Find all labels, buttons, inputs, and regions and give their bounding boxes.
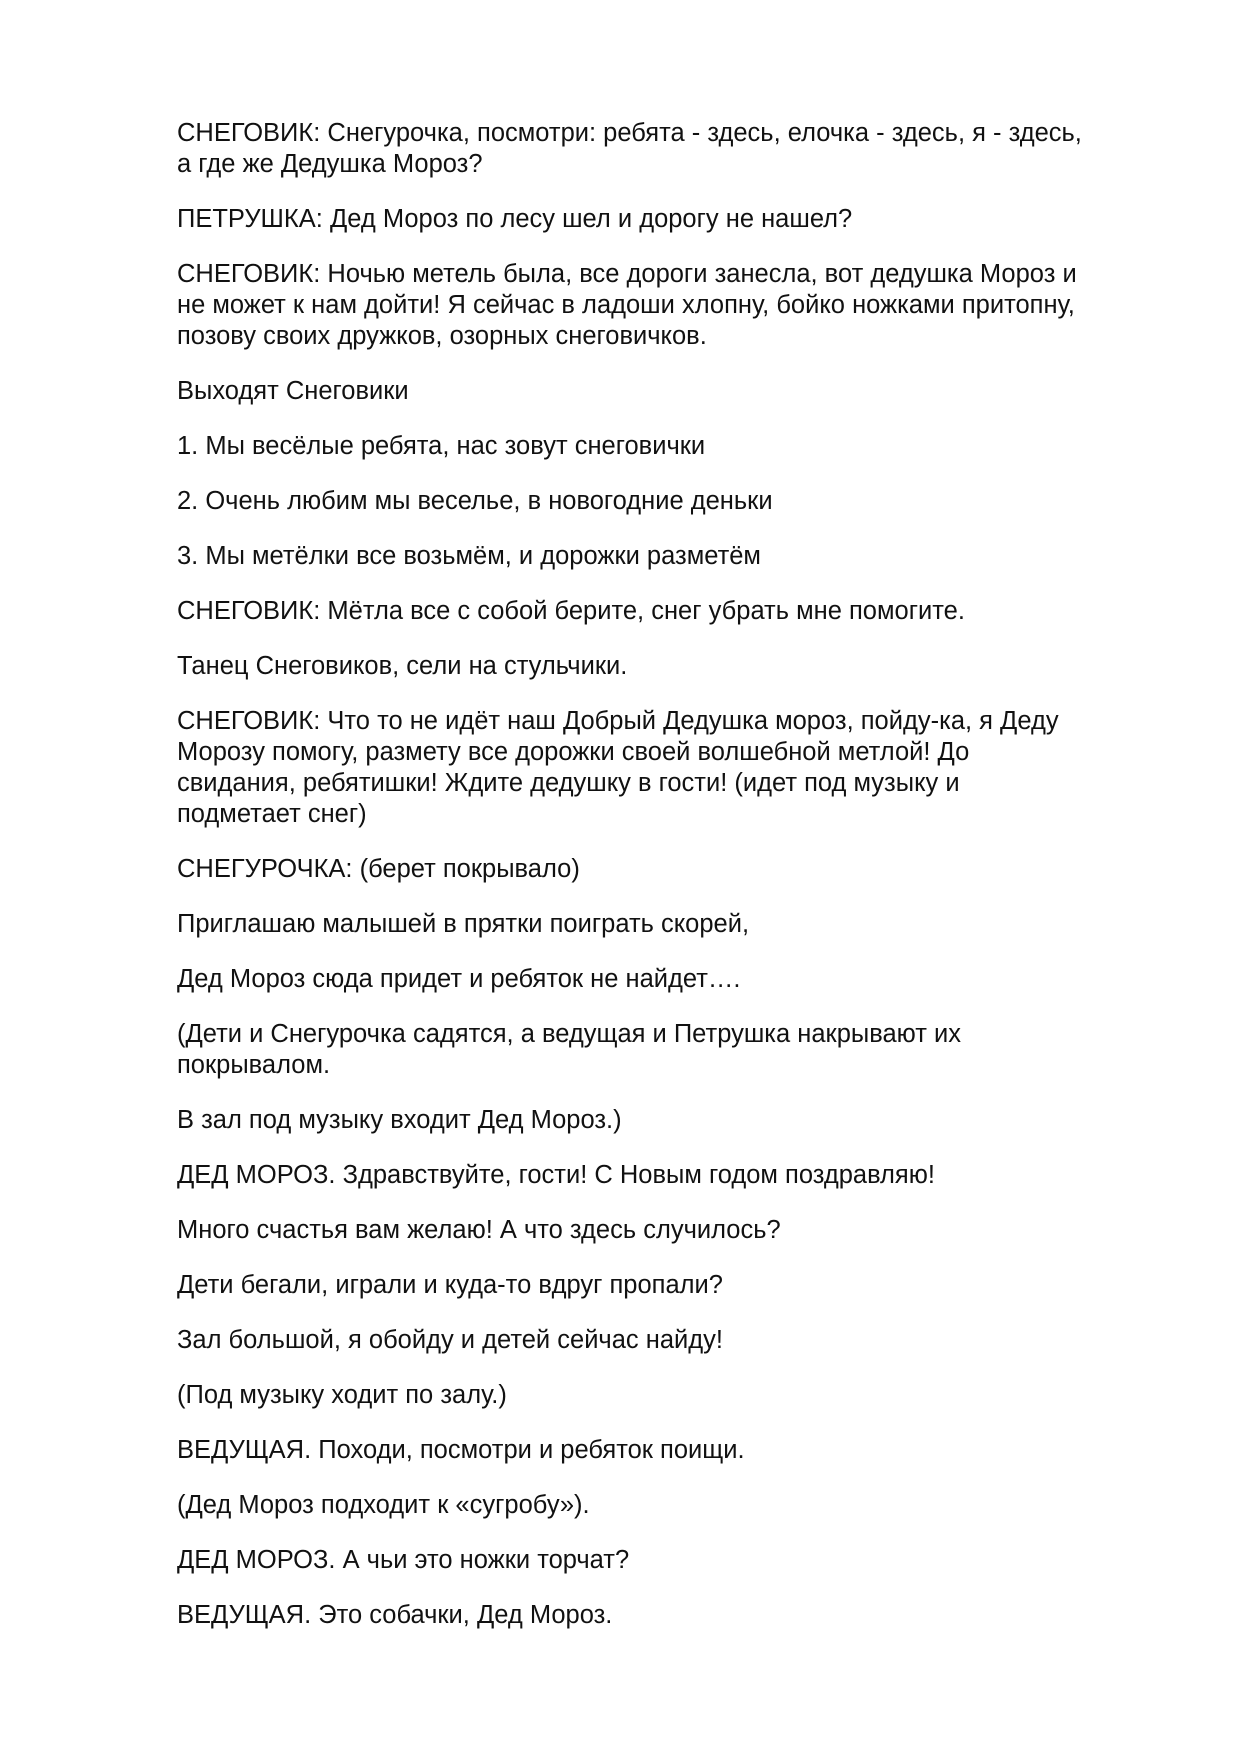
script-paragraph — [177, 706, 1167, 830]
script-paragraph — [177, 1490, 1167, 1521]
script-paragraph — [177, 964, 1167, 995]
paragraph-line: ДЕД МОРОЗ. Здравствуйте, гости! С Новым годом поздравляю! — [177, 1161, 935, 1189]
script-paragraph — [177, 1380, 1167, 1411]
script-paragraph — [177, 376, 1167, 407]
paragraph-line: Много счастья вам желаю! А что здесь случилось? — [177, 1216, 781, 1244]
script-paragraph — [177, 1215, 1167, 1246]
script-paragraph — [177, 1019, 1167, 1081]
paragraph-line: СНЕГУРОЧКА: (берет покрывало) — [177, 855, 580, 883]
paragraph-line: (Дети и Снегурочка садятся, а ведущая и Петрушка накрывают их — [177, 1020, 961, 1048]
paragraph-line: ПЕТРУШКА: Дед Мороз по лесу шел и дорогу не нашел? — [177, 205, 853, 233]
script-paragraph — [177, 1325, 1167, 1356]
paragraph-line: СНЕГОВИК: Мётла все с собой берите, снег убрать мне помогите. — [177, 597, 965, 625]
paragraph-line: Выходят Снеговики — [177, 377, 409, 405]
script-paragraph — [177, 204, 1167, 235]
script-paragraph — [177, 1160, 1167, 1191]
paragraph-line: Приглашаю малышей в прятки поиграть скорей, — [177, 910, 750, 938]
paragraph-line: 1. Мы весёлые ребята, нас зовут снеговички — [177, 432, 706, 460]
script-paragraph — [177, 651, 1167, 682]
paragraph-line: (Дед Мороз подходит к «сугробу»). — [177, 1491, 590, 1519]
paragraph-line: а где же Дедушка Мороз? — [177, 150, 483, 178]
paragraph-line: Зал большой, я обойду и детей сейчас найду! — [177, 1326, 723, 1354]
script-paragraph — [177, 486, 1167, 517]
script-paragraph — [177, 854, 1167, 885]
paragraph-line: ВЕДУЩАЯ. Походи, посмотри и ребяток поищи. — [177, 1436, 745, 1464]
paragraph-line: не может к нам дойти! Я сейчас в ладоши хлопну, бойко ножками притопну, — [177, 291, 1075, 319]
paragraph-line: (Под музыку ходит по залу.) — [177, 1381, 507, 1409]
paragraph-line: Морозу помогу, размету все дорожки своей волшебной метлой! До — [177, 738, 970, 766]
script-paragraph — [177, 259, 1167, 352]
paragraph-line: СНЕГОВИК: Что то не идёт наш Добрый Дедушка мороз, пойду-ка, я Деду — [177, 707, 1059, 735]
script-paragraph — [177, 1105, 1167, 1136]
script-paragraph — [177, 1600, 1167, 1631]
paragraph-line: подметает снег) — [177, 800, 367, 828]
script-paragraph — [177, 596, 1167, 627]
document-body — [177, 118, 1167, 1655]
paragraph-line: позову своих дружков, озорных снеговичков. — [177, 322, 707, 350]
paragraph-line: ДЕД МОРОЗ. А чьи это ножки торчат? — [177, 1546, 630, 1574]
paragraph-line: Дед Мороз сюда придет и ребяток не найдет…. — [177, 965, 741, 993]
paragraph-line: В зал под музыку входит Дед Мороз.) — [177, 1106, 622, 1134]
paragraph-line: СНЕГОВИК: Снегурочка, посмотри: ребята - здесь, елочка - здесь, я - здесь, — [177, 119, 1082, 147]
script-paragraph — [177, 1435, 1167, 1466]
script-paragraph — [177, 909, 1167, 940]
paragraph-line: 3. Мы метёлки все возьмём, и дорожки разметём — [177, 542, 761, 570]
paragraph-line: СНЕГОВИК: Ночью метель была, все дороги занесла, вот дедушка Мороз и — [177, 260, 1077, 288]
paragraph-line: покрывалом. — [177, 1051, 331, 1079]
paragraph-line: ВЕДУЩАЯ. Это собачки, Дед Мороз. — [177, 1601, 613, 1629]
script-paragraph — [177, 431, 1167, 462]
paragraph-line: Дети бегали, играли и куда-то вдруг пропали? — [177, 1271, 723, 1299]
paragraph-line: свидания, ребятишки! Ждите дедушку в гости! (идет под музыку и — [177, 769, 960, 797]
script-paragraph — [177, 541, 1167, 572]
script-paragraph — [177, 118, 1167, 180]
paragraph-line: Танец Снеговиков, сели на стульчики. — [177, 652, 628, 680]
paragraph-line: 2. Очень любим мы веселье, в новогодние деньки — [177, 487, 773, 515]
script-paragraph — [177, 1545, 1167, 1576]
script-paragraph — [177, 1270, 1167, 1301]
